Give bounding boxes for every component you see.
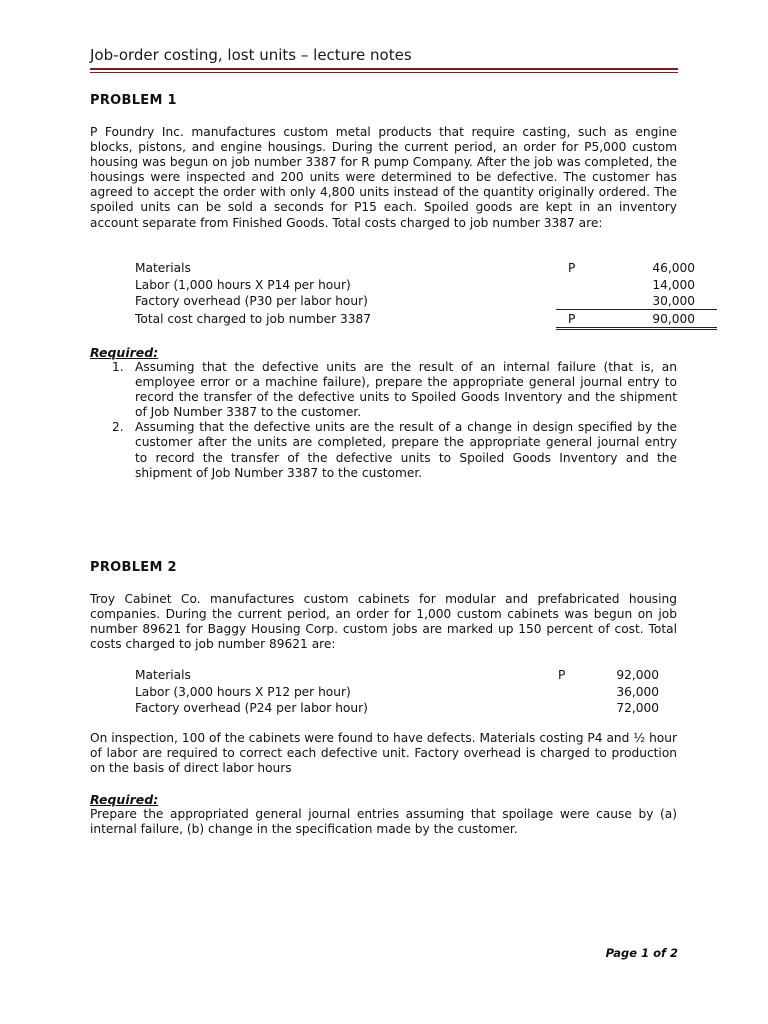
cost-amount: 92,000 [616,668,659,682]
problem2-required-text: Prepare the appropriated general journal entries assuming that spoilage were cause by (a) internal failure, (b) change in the specification made by the customer. [90,807,677,837]
page-number: Page 1 of 2 [605,946,678,960]
problem2-heading: PROBLEM 2 [90,560,177,575]
cost-label: Total cost charged to job number 3387 [135,311,372,326]
problem2-required-label: Required: [90,792,159,807]
subtotal-rule [556,309,717,310]
problem1-paragraph: P Foundry Inc. manufactures custom metal products that require casting, such as engine blocks, pistons, and engine housings. During the current period, an order for P5,000 custom housing was begun on job number 3387 for R pump Company. After the job was completed, the housings were inspected and 200 units were determined to be defective. The customer has agreed to accept the order with only 4,800 units instead of the quantity originally ordered. The spoiled units can be sold a seconds for P15 each. Spoiled goods are kept in an inventory account separate from Finished Goods. Total costs charged to job number 3387 are: [90,125,677,230]
cost-label: Labor (1,000 hours X P14 per hour) [135,277,351,292]
cost-amount: 14,000 [652,277,695,292]
problem2-cost-table [135,668,717,718]
cost-currency: P [558,668,566,682]
cost-label: Labor (3,000 hours X P12 per hour) [135,684,351,699]
cost-label: Materials [135,668,191,682]
list-item-number: 2. [112,420,124,435]
cost-row [135,685,717,702]
cost-label: Factory overhead (P24 per labor hour) [135,701,368,715]
cost-row [135,701,717,718]
list-item-text: Assuming that the defective units are the result of a change in design specified by the customer after the units are completed, prepare the appropriate general journal entry to record the transfer of the defective units to Spoiled Goods Inventory and the shipment of Job Number 3387 to the customer. [135,420,677,480]
problem2-paragraph-2: On inspection, 100 of the cabinets were found to have defects. Materials costing P4 and ½ hour of labor are required to correct each defective unit. Factory overhead is charged to production on the basis of direct labor hours [90,731,677,776]
cost-label: Materials [135,261,191,275]
cost-currency: P [568,261,576,275]
problem1-required-list [90,360,677,481]
problem1-required-label: Required: [90,345,159,360]
cost-amount: 36,000 [616,684,659,699]
list-item [90,420,677,480]
cost-row [135,278,717,295]
header-rule-thin [90,72,678,73]
cost-amount: 90,000 [652,311,695,326]
cost-label: Factory overhead (P30 per labor hour) [135,294,368,308]
total-double-rule [556,327,717,328]
cost-amount: 46,000 [652,261,695,275]
cost-row [135,668,717,685]
cost-currency: P [568,311,576,326]
problem1-heading: PROBLEM 1 [90,93,177,108]
list-item-number: 1. [112,360,124,374]
cost-amount: 72,000 [616,701,659,715]
cost-amount: 30,000 [652,294,695,308]
list-item-text: Assuming that the defective units are the result of an internal failure (that is, an employee error or a machine failure), prepare the appropriate general journal entry to record the transfer of the defective units to Spoiled Goods Inventory and the shipment of Job Number 3387 to the customer. [135,360,677,420]
document-header-title: Job-order costing, lost units – lecture notes [90,46,412,64]
problem2-paragraph: Troy Cabinet Co. manufactures custom cabinets for modular and prefabricated housing companies. During the current period, an order for 1,000 custom cabinets was begun on job number 89621 for Baggy Housing Corp. custom jobs are marked up 150 percent of cost. Total costs charged to job number 89621 are: [90,592,677,652]
problem1-cost-table [135,261,717,328]
total-double-rule [556,329,717,330]
cost-row [135,261,717,278]
header-rule [90,68,678,70]
cost-total-row [135,312,717,329]
list-item [90,360,677,420]
